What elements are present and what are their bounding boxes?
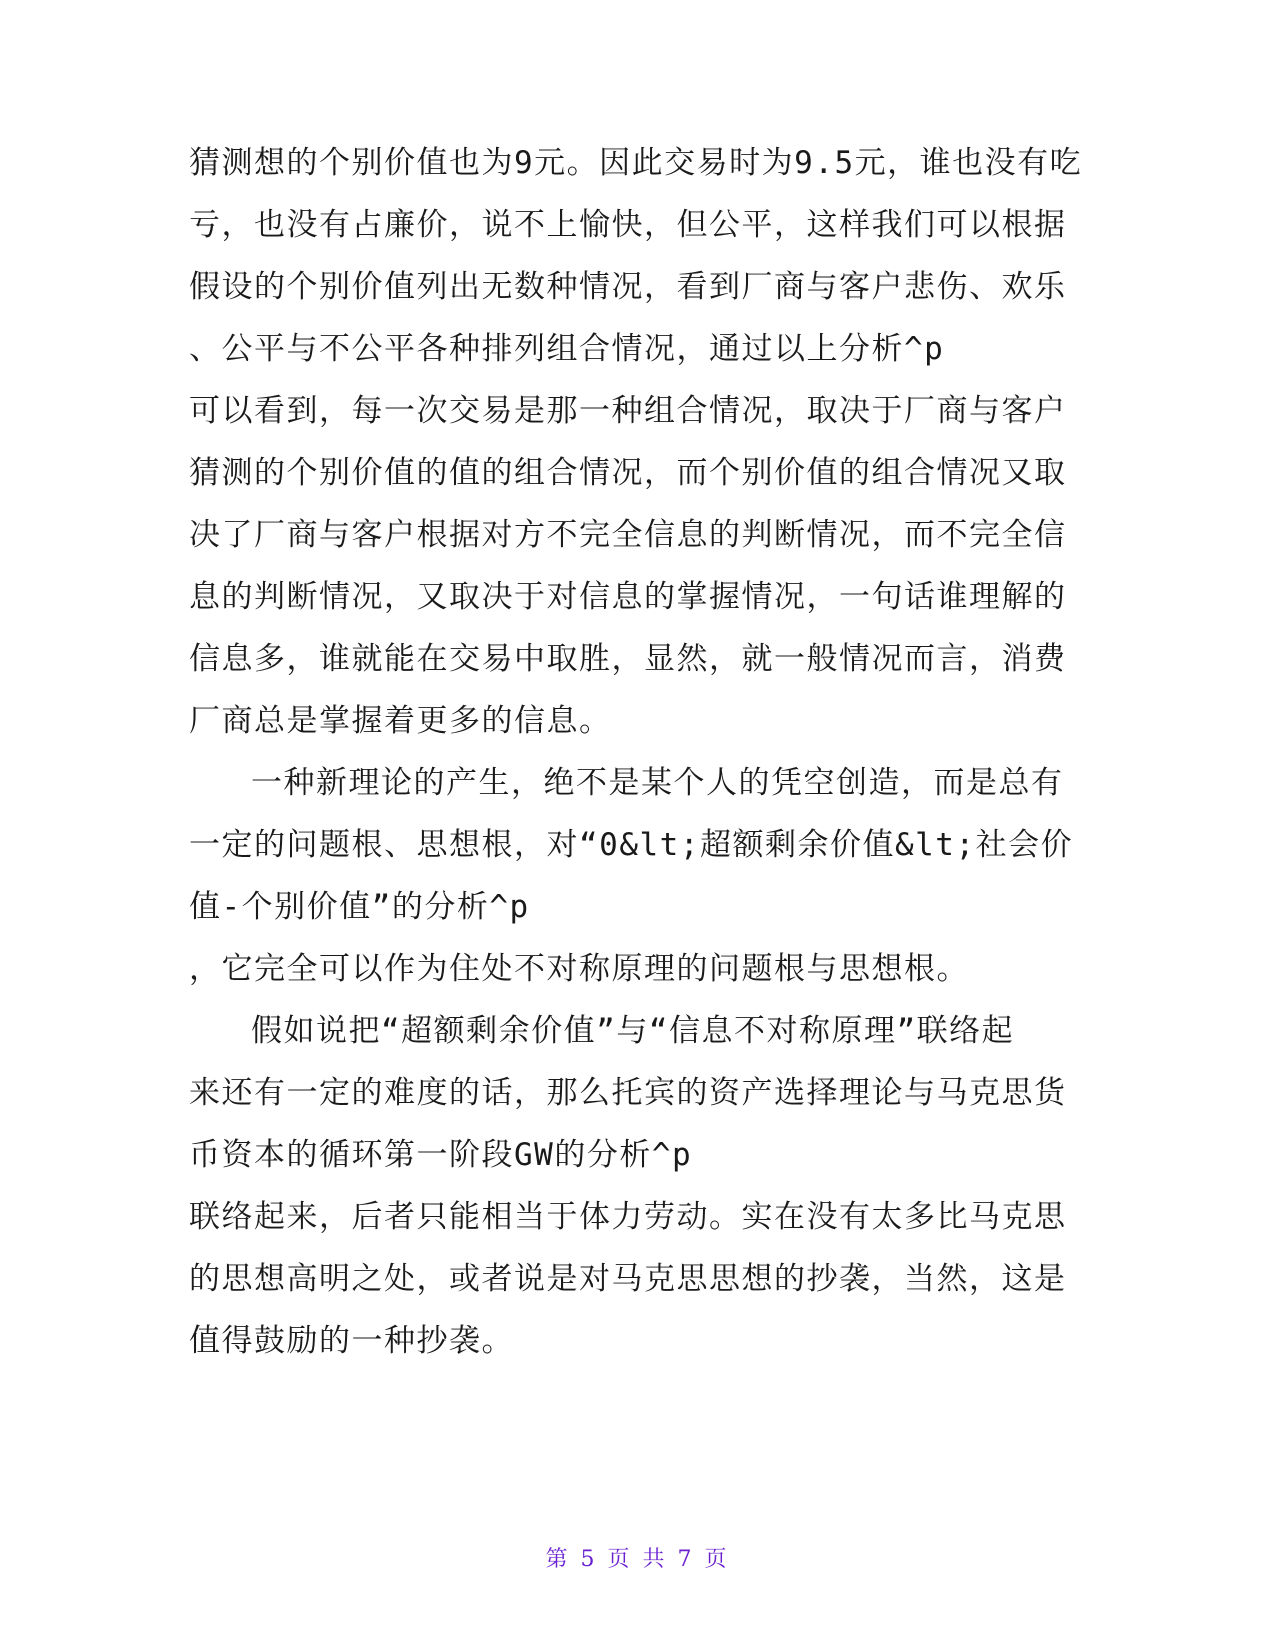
text-line: 信息多，谁就能在交易中取胜，显然，就一般情况而言，消费 [189, 641, 1067, 677]
text-line: 联络起来，后者只能相当于体力劳动。实在没有太多比马克思 [189, 1199, 1067, 1235]
text-line: 假设的个别价值列出无数种情况，看到厂商与客户悲伤、欢乐 [189, 269, 1067, 305]
text-line: 值-个别价值”的分析^p [189, 889, 530, 925]
text-line: 值得鼓励的一种抄袭。 [189, 1323, 514, 1359]
text-line: 息的判断情况，又取决于对信息的掌握情况，一句话谁理解的 [189, 579, 1067, 615]
text-line: 猜测想的个别价值也为9元。因此交易时为9.5元，谁也没有吃 [189, 145, 1083, 181]
text-line: 一定的问题根、思想根，对“0&lt;超额剩余价值&lt;社会价 [189, 827, 1074, 863]
text-line: 的思想高明之处，或者说是对马克思思想的抄袭，当然，这是 [189, 1261, 1067, 1297]
text-line: 厂商总是掌握着更多的信息。 [189, 703, 612, 739]
text-line: 可以看到，每一次交易是那一种组合情况，取决于厂商与客户 [189, 393, 1067, 429]
text-line: 一种新理论的产生，绝不是某个人的凭空创造，而是总有 [251, 765, 1064, 801]
page-indicator: 第 5 页 共 7 页 [545, 1547, 730, 1572]
text-line: 亏，也没有占廉价，说不上愉快，但公平，这样我们可以根据 [189, 207, 1067, 243]
text-line: 决了厂商与客户根据对方不完全信息的判断情况，而不完全信 [189, 517, 1067, 553]
text-line: ，它完全可以作为住处不对称原理的问题根与思想根。 [189, 951, 969, 987]
text-line: 猜测的个别价值的值的组合情况，而个别价值的组合情况又取 [189, 455, 1067, 491]
text-line: 假如说把“超额剩余价值”与“信息不对称原理”联络起 [251, 1013, 1015, 1049]
text-line: 币资本的循环第一阶段GW的分析^p [189, 1137, 693, 1173]
text-line: 来还有一定的难度的话，那么托宾的资产选择理论与马克思货 [189, 1075, 1067, 1111]
text-line: 、公平与不公平各种排列组合情况，通过以上分析^p [189, 331, 945, 367]
